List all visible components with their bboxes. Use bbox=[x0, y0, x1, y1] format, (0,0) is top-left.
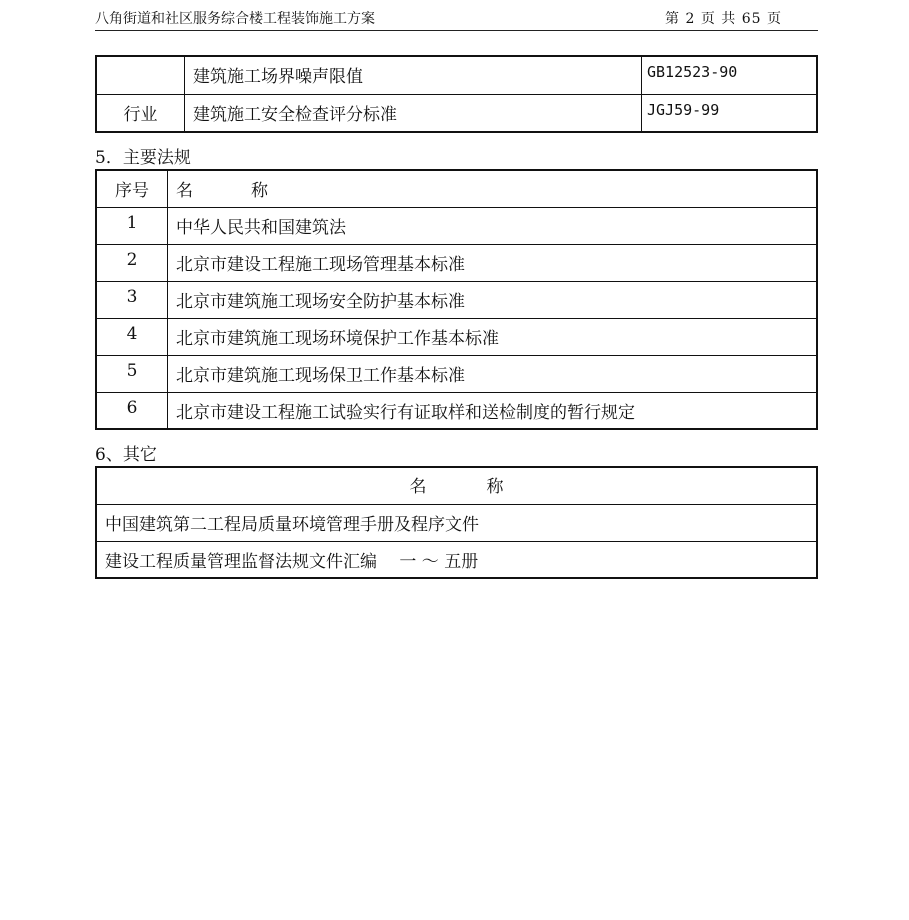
table-row bbox=[96, 207, 817, 244]
header-name-part2: 称 bbox=[486, 477, 504, 497]
page-header bbox=[95, 4, 818, 31]
row-number: 1 bbox=[96, 207, 168, 244]
row-number: 6 bbox=[96, 392, 168, 429]
regulation-name: 北京市建筑施工现场安全防护基本标准 bbox=[168, 281, 818, 318]
table-row bbox=[96, 318, 817, 355]
table-header-row bbox=[96, 467, 817, 504]
table-row bbox=[96, 504, 817, 541]
table-row bbox=[96, 392, 817, 429]
table-row bbox=[96, 281, 817, 318]
row-number: 2 bbox=[96, 244, 168, 281]
header-name-part2: 称 bbox=[251, 181, 268, 201]
column-header-number: 序号 bbox=[96, 170, 168, 207]
standard-code-cell: JGJ59-99 bbox=[642, 94, 818, 132]
section-6-title: 6、其它 bbox=[95, 445, 157, 465]
regulations-table bbox=[95, 169, 818, 430]
category-cell bbox=[96, 56, 185, 94]
row-number: 4 bbox=[96, 318, 168, 355]
standard-name-cell: 建筑施工安全检查评分标准 bbox=[185, 94, 642, 132]
category-cell: 行业 bbox=[96, 94, 185, 132]
header-name-part1: 名 bbox=[176, 181, 193, 201]
page-number: 第 2 页 共 65 页 bbox=[665, 11, 782, 27]
regulation-name: 北京市建设工程施工试验实行有证取样和送检制度的暂行规定 bbox=[168, 392, 818, 429]
table-header-row bbox=[96, 170, 817, 207]
document-name: 中国建筑第二工程局质量环境管理手册及程序文件 bbox=[96, 504, 817, 541]
table-row bbox=[96, 355, 817, 392]
row-number: 3 bbox=[96, 281, 168, 318]
standard-name-cell: 建筑施工场界噪声限值 bbox=[185, 56, 642, 94]
regulation-name: 北京市建筑施工现场保卫工作基本标准 bbox=[168, 355, 818, 392]
regulation-name: 北京市建设工程施工现场管理基本标准 bbox=[168, 244, 818, 281]
document-name: 建设工程质量管理监督法规文件汇编 一 ～ 五册 bbox=[96, 541, 817, 578]
header-name-part1: 名 bbox=[409, 477, 427, 497]
table-row bbox=[96, 94, 817, 132]
standard-code-cell: GB12523-90 bbox=[642, 56, 818, 94]
regulation-name: 北京市建筑施工现场环境保护工作基本标准 bbox=[168, 318, 818, 355]
table-row bbox=[96, 541, 817, 578]
table-row bbox=[96, 244, 817, 281]
column-header-name bbox=[96, 467, 817, 504]
column-header-name bbox=[168, 170, 818, 207]
section-5-title: 5．主要法规 bbox=[95, 148, 191, 168]
other-documents-table bbox=[95, 466, 818, 579]
document-title: 八角街道和社区服务综合楼工程装饰施工方案 bbox=[95, 11, 375, 27]
table-row bbox=[96, 56, 817, 94]
standards-table bbox=[95, 55, 818, 133]
regulation-name: 中华人民共和国建筑法 bbox=[168, 207, 818, 244]
row-number: 5 bbox=[96, 355, 168, 392]
